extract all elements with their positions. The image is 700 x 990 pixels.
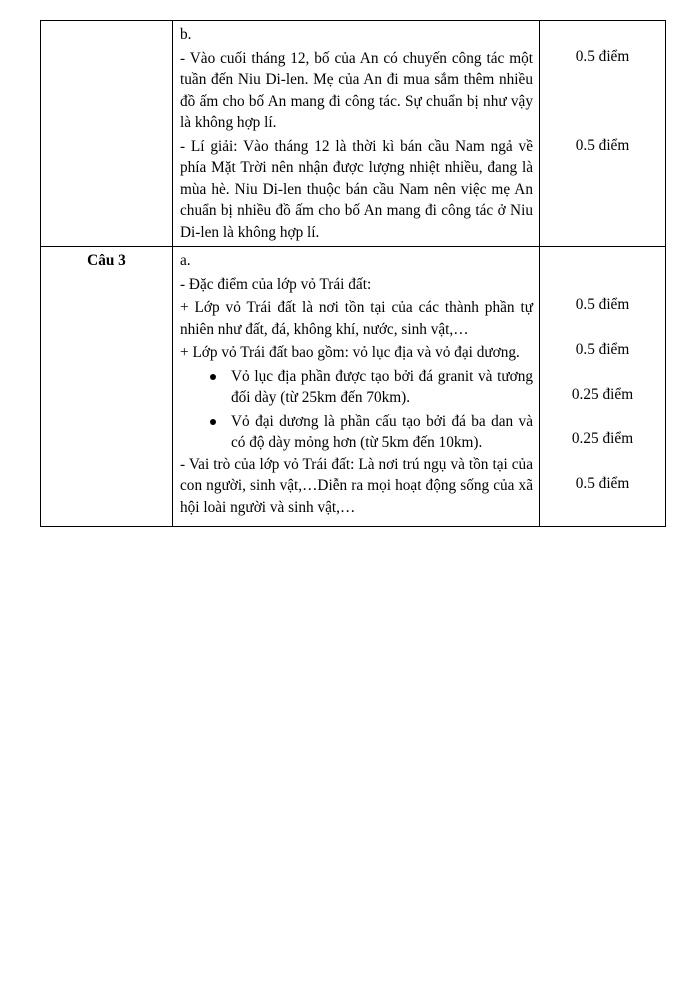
- bullet-text: Vỏ đại dương là phần cấu tạo bởi đá ba dan và có độ dày mỏng hơn (từ 5km đến 10km).: [231, 412, 533, 451]
- bullet-dot-icon: [210, 374, 216, 380]
- table-row: [41, 247, 666, 527]
- question-cell: [41, 21, 173, 247]
- score-label: 0.5 điểm: [575, 475, 630, 492]
- answer-line: b.: [180, 26, 192, 43]
- answer-paragraph: - Vai trò của lớp vỏ Trái đất: Là nơi trú ngụ và tồn tại của con người, sinh vật,…Diễn ra mọi hoạt động sống của xã hội loài người và sinh vật,…: [180, 455, 533, 516]
- answer-table: [40, 20, 666, 527]
- answer-line: a.: [180, 252, 191, 269]
- answer-line: - Đặc điểm của lớp vỏ Trái đất:: [180, 275, 372, 293]
- answer-paragraph: - Vào cuối tháng 12, bố của An có chuyến công tác một tuần đến Niu Di-len. Mẹ của An đi mua sắm thêm nhiều đồ ấm cho bố An mang đi công tác. Sự chuẩn bị như vậy là không hợp lí.: [180, 49, 533, 131]
- bullet-text: Vỏ lục địa phần được tạo bởi đá granit và tương đối dày (từ 25km đến 70km).: [231, 367, 533, 406]
- score-label: 0.5 điểm: [575, 341, 630, 358]
- answer-content-cell: [173, 21, 540, 247]
- answer-key-page: [40, 20, 665, 527]
- score-label: 0.25 điểm: [571, 430, 634, 447]
- answer-paragraph: + Lớp vỏ Trái đất là nơi tồn tại của các thành phần tự nhiên như đất, đá, không khí, nước, sinh vật,…: [180, 299, 533, 338]
- question-cell: Câu 3: [41, 247, 173, 527]
- bullet-item: [180, 411, 533, 454]
- bullet-dot-icon: [210, 419, 216, 425]
- answer-content-cell: [173, 247, 540, 527]
- score-label: 0.25 điểm: [571, 386, 634, 403]
- answer-paragraph: - Lí giải: Vào tháng 12 là thời kì bán cầu Nam ngả về phía Mặt Trời nên nhận được lượng nhiệt nhiều, đang là mùa hè. Niu Di-len thuộc bán cầu Nam nên việc mẹ An chuẩn bị nhiều đồ ấm cho bố An mang đi công tác ở Niu Di-len là không hợp lí.: [180, 137, 533, 241]
- score-cell: [540, 21, 666, 247]
- score-label: 0.5 điểm: [575, 296, 630, 313]
- table-row: [41, 21, 666, 247]
- answer-paragraph: + Lớp vỏ Trái đất bao gồm: vỏ lục địa và vỏ đại dương.: [180, 344, 520, 361]
- bullet-item: [180, 366, 533, 409]
- score-label: 0.5 điểm: [575, 48, 630, 65]
- score-label: 0.5 điểm: [575, 137, 630, 154]
- score-cell: [540, 247, 666, 527]
